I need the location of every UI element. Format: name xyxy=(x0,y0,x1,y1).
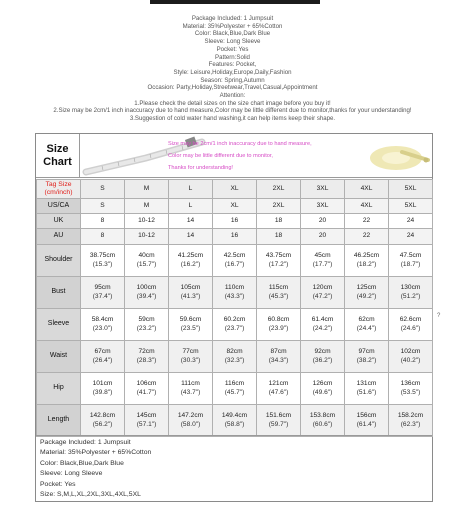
size-cell: 20 xyxy=(301,229,345,245)
measurement-cell xyxy=(169,373,213,405)
cm-value: 120cm xyxy=(312,284,333,292)
cm-value: 87cm xyxy=(270,348,287,356)
measurement-cell xyxy=(81,373,125,405)
measurement-cell xyxy=(81,277,125,309)
summary-line: Pocket: Yes xyxy=(40,480,76,488)
measurement-cell xyxy=(389,309,433,341)
table-row xyxy=(37,309,433,341)
measurement-cell xyxy=(301,245,345,277)
inch-value: (60.6") xyxy=(312,420,333,428)
size-cell: 5XL xyxy=(389,199,433,214)
measurement-cell xyxy=(389,405,433,437)
description-line: Season: Spring,Autumn xyxy=(200,76,265,84)
cm-value: 149.4cm xyxy=(221,412,248,420)
inch-value: (58.0") xyxy=(180,420,201,428)
description-line: Package Included: 1 Jumpsuit xyxy=(191,15,274,22)
measurement-notes xyxy=(168,138,388,174)
note-line: Color may be little different due to monitor, xyxy=(168,153,273,159)
summary-line: Material: 35%Polyester + 65%Cotton xyxy=(40,449,152,457)
title-line-1: Size xyxy=(46,143,69,155)
size-cell: 22 xyxy=(345,229,389,245)
measurement-cell xyxy=(213,341,257,373)
size-cell: 10-12 xyxy=(125,214,169,229)
cm-value: 136cm xyxy=(400,380,421,388)
cm-value: 153.8cm xyxy=(309,412,336,420)
inch-value: (36.2") xyxy=(312,356,333,364)
cm-value: 62.6cm xyxy=(399,316,422,324)
inch-value: (53.5") xyxy=(400,388,421,396)
description-line: Attention: xyxy=(219,92,246,100)
measurement-cell xyxy=(213,373,257,405)
description-line: 1.Please check the detail sizes on the size chart image before you buy it! xyxy=(134,99,331,107)
cm-value: 158.2cm xyxy=(397,412,424,420)
cm-value: 42.5cm xyxy=(223,252,246,260)
cm-value: 82cm xyxy=(226,348,243,356)
measurement-cell xyxy=(389,245,433,277)
cm-value: 72cm xyxy=(138,348,155,356)
inch-value: (45.7") xyxy=(224,388,245,396)
description-line: 3.Suggestion of cold water hand washing,it can help items keep their shape. xyxy=(129,115,336,123)
measurement-cell xyxy=(125,309,169,341)
inch-value: (51.2") xyxy=(400,292,421,300)
cm-value: 61.4cm xyxy=(311,316,334,324)
inch-value: (16.7") xyxy=(224,260,245,268)
inch-value: (47.6") xyxy=(268,388,289,396)
measurement-cell xyxy=(301,373,345,405)
summary-line: Sleeve: Long Sleeve xyxy=(40,470,103,478)
cm-value: 95cm xyxy=(94,284,111,292)
cm-value: 142.8cm xyxy=(89,412,116,420)
size-chart xyxy=(35,133,433,502)
measurement-cell xyxy=(257,245,301,277)
inch-value: (18.7") xyxy=(400,260,421,268)
table-row xyxy=(37,229,433,245)
inch-value: (17.2") xyxy=(268,260,289,268)
inch-value: (39.4") xyxy=(136,292,157,300)
measurement-cell xyxy=(213,405,257,437)
inch-value: (34.3") xyxy=(268,356,289,364)
description-line: Features: Pocket, xyxy=(208,61,257,69)
inch-value: (47.2") xyxy=(312,292,333,300)
inch-value: (28.3") xyxy=(136,356,157,364)
size-cell: 8 xyxy=(81,229,125,245)
row-label: UK xyxy=(37,214,81,229)
measurement-cell xyxy=(81,405,125,437)
cm-value: 97cm xyxy=(358,348,375,356)
size-cell: 5XL xyxy=(389,180,433,199)
measurement-cell xyxy=(81,309,125,341)
description-line: Color: Black,Blue,Dark Blue xyxy=(194,30,271,38)
inch-value: (15.7") xyxy=(136,260,157,268)
measurement-cell xyxy=(169,309,213,341)
measurement-cell xyxy=(345,309,389,341)
inch-value: (23.9") xyxy=(268,324,289,332)
size-chart-title xyxy=(36,134,80,178)
measurement-cell xyxy=(125,405,169,437)
size-cell: 18 xyxy=(257,214,301,229)
cm-value: 101cm xyxy=(92,380,113,388)
measurement-cell xyxy=(125,373,169,405)
size-cell: 24 xyxy=(389,214,433,229)
cm-value: 115cm xyxy=(268,284,289,292)
cm-value: 43.75cm xyxy=(265,252,292,260)
size-cell: 22 xyxy=(345,214,389,229)
size-cell: XL xyxy=(213,180,257,199)
table-row xyxy=(37,277,433,309)
size-cell: M xyxy=(125,180,169,199)
measurement-cell xyxy=(213,309,257,341)
row-label: US/CA xyxy=(37,199,81,214)
inch-value: (56.2") xyxy=(92,420,113,428)
measurement-cell xyxy=(257,277,301,309)
size-cell: L xyxy=(169,199,213,214)
inch-value: (41.7") xyxy=(136,388,157,396)
inch-value: (30.3") xyxy=(180,356,201,364)
inch-value: (58.8") xyxy=(224,420,245,428)
size-cell: 16 xyxy=(213,214,257,229)
inch-value: (26.4") xyxy=(92,356,113,364)
description-line: 2.Size may be 2cm/1 inch inaccuracy due to hand measure,Color may be little different due to monitor,thanks for your understanding! xyxy=(53,107,412,115)
inch-value: (40.2") xyxy=(400,356,421,364)
measurement-cell xyxy=(213,277,257,309)
inch-value: (59.7") xyxy=(268,420,289,428)
cm-value: 62cm xyxy=(358,316,375,324)
measurement-cell xyxy=(169,277,213,309)
inch-value: (15.3") xyxy=(92,260,113,268)
cm-value: 111cm xyxy=(181,380,200,388)
inch-value: (37.4") xyxy=(92,292,113,300)
cm-value: 45cm xyxy=(314,252,331,260)
stray-mark: ? xyxy=(437,313,441,319)
tag-size-label: Tag Size (cm/inch) xyxy=(37,180,81,199)
cm-value: 106cm xyxy=(136,380,157,388)
measurement-cell xyxy=(345,405,389,437)
inch-value: (39.8") xyxy=(92,388,113,396)
inch-value: (45.3") xyxy=(268,292,289,300)
inch-value: (16.2") xyxy=(180,260,201,268)
measurement-cell xyxy=(389,277,433,309)
cm-value: 105cm xyxy=(180,284,201,292)
row-label: AU xyxy=(37,229,81,245)
table-row xyxy=(37,180,433,199)
measurement-cell xyxy=(345,341,389,373)
size-cell: L xyxy=(169,180,213,199)
measurement-cell xyxy=(81,245,125,277)
measurement-cell xyxy=(169,245,213,277)
inch-value: (49.2") xyxy=(356,292,377,300)
cm-value: 125cm xyxy=(356,284,377,292)
inch-value: (24.6") xyxy=(400,324,421,332)
cm-value: 47.5cm xyxy=(399,252,422,260)
inch-value: (23.2") xyxy=(136,324,157,332)
cm-value: 100cm xyxy=(136,284,157,292)
measurement-cell xyxy=(389,373,433,405)
description-line: Material: 35%Polyester + 65%Cotton xyxy=(182,22,283,30)
measurement-cell xyxy=(301,309,345,341)
size-cell: 14 xyxy=(169,214,213,229)
row-label: Bust xyxy=(37,277,81,309)
inch-value: (23.7") xyxy=(224,324,245,332)
size-cell: 4XL xyxy=(345,180,389,199)
table-row xyxy=(37,214,433,229)
size-cell: 18 xyxy=(257,229,301,245)
cm-value: 38.75cm xyxy=(89,252,116,260)
measurement-cell xyxy=(257,341,301,373)
measurement-cell xyxy=(81,341,125,373)
measurement-cell xyxy=(345,373,389,405)
measurement-cell xyxy=(125,341,169,373)
inch-value: (24.4") xyxy=(356,324,377,332)
note-line: Thanks for understanding! xyxy=(168,165,233,171)
row-label: Length xyxy=(37,405,81,437)
cm-value: 59.6cm xyxy=(179,316,202,324)
size-cell: 20 xyxy=(301,214,345,229)
description-line: Pattern:Solid xyxy=(215,53,250,61)
inch-value: (23.0") xyxy=(92,324,113,332)
size-cell: 3XL xyxy=(301,199,345,214)
cm-value: 67cm xyxy=(94,348,111,356)
size-cell: 14 xyxy=(169,229,213,245)
summary-line: Package Included: 1 Jumpsuit xyxy=(40,439,131,446)
inch-value: (32.3") xyxy=(224,356,245,364)
cm-value: 156cm xyxy=(356,412,377,420)
rolled-tape-icon xyxy=(366,136,432,176)
cm-value: 116cm xyxy=(224,380,245,388)
measurement-cell xyxy=(125,277,169,309)
cm-value: 41.25cm xyxy=(177,252,204,260)
cm-value: 60.8cm xyxy=(267,316,290,324)
measurement-cell xyxy=(125,245,169,277)
table-row xyxy=(37,405,433,437)
row-label: Hip xyxy=(37,373,81,405)
row-label: Shoulder xyxy=(37,245,81,277)
measurement-cell xyxy=(257,309,301,341)
inch-value: (43.3") xyxy=(224,292,245,300)
size-table xyxy=(36,179,433,437)
table-row xyxy=(37,341,433,373)
row-label: Waist xyxy=(37,341,81,373)
summary-line: Color: Black,Blue,Dark Blue xyxy=(40,459,124,467)
cm-value: 126cm xyxy=(312,380,333,388)
summary-line: Size: S,M,L,XL,2XL,3XL,4XL,5XL xyxy=(40,491,141,499)
size-cell: 2XL xyxy=(257,199,301,214)
note-line: Size may be 2cm/1 inch inaccuracy due to hand measure, xyxy=(168,141,312,147)
package-summary xyxy=(36,435,432,501)
size-cell: XL xyxy=(213,199,257,214)
size-cell: 24 xyxy=(389,229,433,245)
measurement-cell xyxy=(257,405,301,437)
measurement-cell xyxy=(389,341,433,373)
table-row xyxy=(37,373,433,405)
measurement-cell xyxy=(301,405,345,437)
top-banner-strip xyxy=(150,0,320,4)
size-cell: 8 xyxy=(81,214,125,229)
inch-value: (38.2") xyxy=(356,356,377,364)
cm-value: 92cm xyxy=(314,348,331,356)
cm-value: 147.2cm xyxy=(177,412,204,420)
size-cell: S xyxy=(81,180,125,199)
description-line: Pocket: Yes xyxy=(216,45,249,53)
product-description xyxy=(0,15,465,123)
cm-value: 77cm xyxy=(182,348,199,356)
measurement-cell xyxy=(345,277,389,309)
description-line: Occasion: Party,Holiday,Streetwear,Travel,Casual,Appointment xyxy=(147,84,318,92)
cm-value: 40cm xyxy=(138,252,155,260)
cm-value: 151.6cm xyxy=(265,412,292,420)
cm-value: 131cm xyxy=(356,380,377,388)
size-cell: 16 xyxy=(213,229,257,245)
size-cell: M xyxy=(125,199,169,214)
cm-value: 121cm xyxy=(268,380,289,388)
measurement-cell xyxy=(301,341,345,373)
inch-value: (49.6") xyxy=(312,388,333,396)
cm-value: 58.4cm xyxy=(91,316,114,324)
inch-value: (57.1") xyxy=(136,420,157,428)
cm-value: 130cm xyxy=(400,284,421,292)
cm-value: 110cm xyxy=(224,284,245,292)
inch-value: (41.3") xyxy=(180,292,201,300)
description-line: Sleeve: Long Sleeve xyxy=(204,38,261,46)
table-row xyxy=(37,199,433,214)
inch-value: (24.2") xyxy=(312,324,333,332)
cm-value: 46.25cm xyxy=(353,252,380,260)
size-cell: 10-12 xyxy=(125,229,169,245)
inch-value: (18.2") xyxy=(356,260,377,268)
title-line-2: Chart xyxy=(43,156,72,168)
inch-value: (17.7") xyxy=(312,260,333,268)
cm-value: 145cm xyxy=(136,412,157,420)
description-line: Style: Leisure,Holiday,Europe,Daily,Fashion xyxy=(173,68,292,76)
measurement-cell xyxy=(345,245,389,277)
measurement-cell xyxy=(257,373,301,405)
measurement-cell xyxy=(301,277,345,309)
inch-value: (23.5") xyxy=(180,324,201,332)
row-label: Sleeve xyxy=(37,309,81,341)
measurement-cell xyxy=(169,341,213,373)
inch-value: (51.6") xyxy=(356,388,377,396)
inch-value: (61.4") xyxy=(356,420,377,428)
size-cell: S xyxy=(81,199,125,214)
cm-value: 60.2cm xyxy=(223,316,246,324)
size-cell: 2XL xyxy=(257,180,301,199)
size-cell: 4XL xyxy=(345,199,389,214)
size-cell: 3XL xyxy=(301,180,345,199)
cm-value: 102cm xyxy=(400,348,421,356)
size-chart-header xyxy=(36,134,432,178)
inch-value: (62.3") xyxy=(400,420,421,428)
cm-value: 59cm xyxy=(138,316,155,324)
measurement-cell xyxy=(213,245,257,277)
table-row xyxy=(37,245,433,277)
inch-value: (43.7") xyxy=(180,388,201,396)
measurement-cell xyxy=(169,405,213,437)
